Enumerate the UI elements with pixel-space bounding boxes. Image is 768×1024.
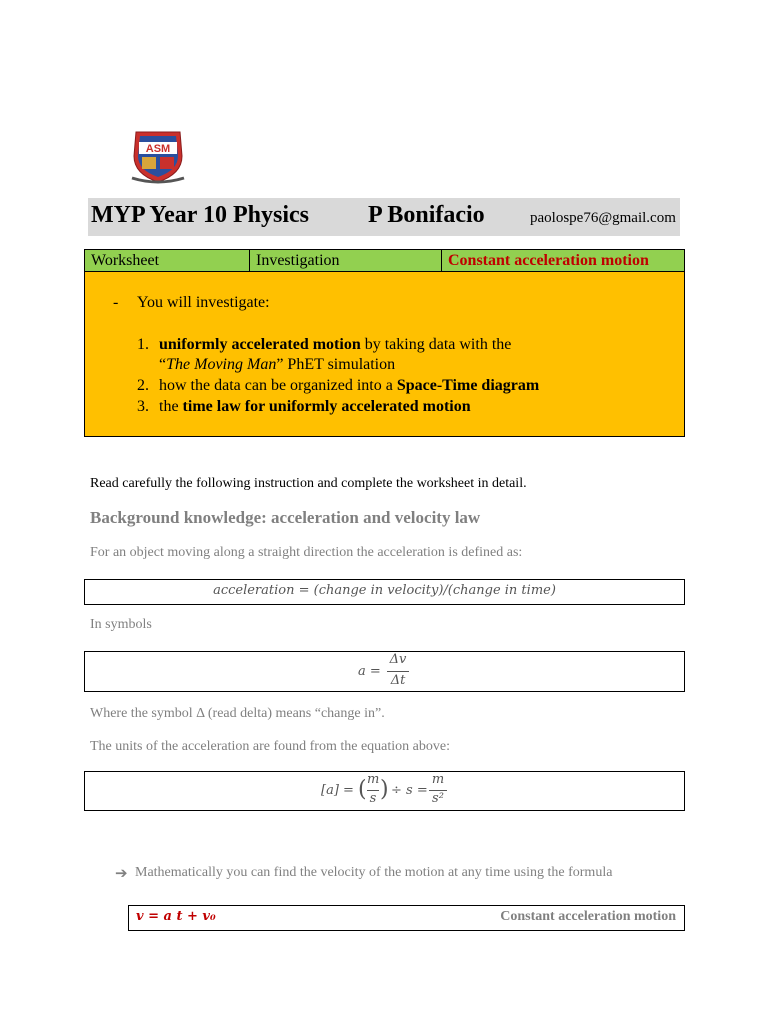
units-num2: m bbox=[431, 772, 445, 787]
cell-topic: Constant acceleration motion bbox=[448, 252, 649, 269]
units-den1: s bbox=[369, 791, 377, 806]
list-item-text: how the data can be organized into a bbox=[159, 377, 397, 394]
cell-worksheet: Worksheet bbox=[85, 250, 250, 271]
velocity-formula-label: Constant acceleration motion bbox=[500, 909, 676, 924]
acceleration-formula-box bbox=[84, 579, 685, 605]
fraction-denominator: Δt bbox=[390, 673, 406, 688]
list-item-2 bbox=[159, 376, 539, 396]
units-lhs: [a] = bbox=[321, 783, 354, 798]
quote-open: “ bbox=[159, 356, 167, 373]
units-num1: m bbox=[367, 772, 380, 787]
list-item-text: the bbox=[159, 398, 183, 415]
list-item-text: ” PhET simulation bbox=[276, 356, 396, 373]
title-bar bbox=[88, 198, 680, 236]
bullet-dash: - bbox=[113, 294, 119, 311]
units-mid: ÷ s = bbox=[391, 783, 428, 798]
school-logo bbox=[128, 124, 188, 186]
velocity-intro-text: Mathematically you can find the velocity of the motion at any time using the formula bbox=[135, 865, 613, 880]
list-number: 1. bbox=[137, 336, 149, 353]
velocity-formula-box bbox=[128, 905, 685, 931]
teacher-email: paolospe76@gmail.com bbox=[530, 210, 676, 226]
units-text: The units of the acceleration are found from the equation above: bbox=[90, 739, 450, 754]
simulation-name: The Moving Man bbox=[166, 356, 277, 373]
intro-text: You will investigate: bbox=[137, 294, 270, 311]
units-formula-box bbox=[84, 771, 685, 811]
list-item-text: by taking data with the bbox=[360, 336, 512, 353]
fraction-numerator: Δv bbox=[389, 652, 407, 667]
info-body bbox=[85, 272, 684, 436]
list-item-1-line2 bbox=[159, 355, 395, 375]
list-item-bold: uniformly accelerated motion bbox=[159, 336, 361, 353]
section-heading: Background knowledge: acceleration and velocity law bbox=[90, 508, 481, 527]
arrow-right-icon: ➔ bbox=[115, 866, 128, 882]
list-item-1 bbox=[159, 335, 511, 355]
instruction-text: Read carefully the following instruction and complete the worksheet in detail. bbox=[90, 476, 527, 491]
logo-text: ASM bbox=[145, 143, 171, 155]
delta-text: Where the symbol Δ (read delta) means “change in”. bbox=[90, 706, 385, 721]
teacher-name: P Bonifacio bbox=[368, 202, 485, 228]
units-den2: s² bbox=[432, 791, 444, 806]
fraction-bar bbox=[387, 671, 409, 672]
acceleration-formula: acceleration = (change in velocity)/(change in time) bbox=[213, 583, 556, 598]
list-number: 3. bbox=[137, 398, 149, 415]
list-number: 2. bbox=[137, 377, 149, 394]
worksheet-info-table bbox=[84, 249, 685, 437]
paren-open: ( bbox=[358, 777, 367, 802]
paren-close: ) bbox=[380, 777, 389, 802]
school-crest-icon bbox=[128, 124, 188, 186]
list-item-3 bbox=[159, 397, 471, 417]
cell-investigation: Investigation bbox=[250, 250, 442, 271]
formula-lhs: a = bbox=[358, 664, 381, 679]
list-item-bold: Space-Time diagram bbox=[396, 377, 540, 394]
velocity-formula: v = a t + v₀ bbox=[136, 909, 216, 924]
symbol-formula-box bbox=[84, 651, 685, 692]
info-header-row bbox=[85, 250, 684, 272]
definition-text: For an object moving along a straight direction the acceleration is defined as: bbox=[90, 545, 523, 560]
list-item-bold: time law for uniformly accelerated motion bbox=[182, 398, 471, 415]
course-title: MYP Year 10 Physics bbox=[91, 202, 309, 228]
symbols-text: In symbols bbox=[90, 617, 152, 632]
